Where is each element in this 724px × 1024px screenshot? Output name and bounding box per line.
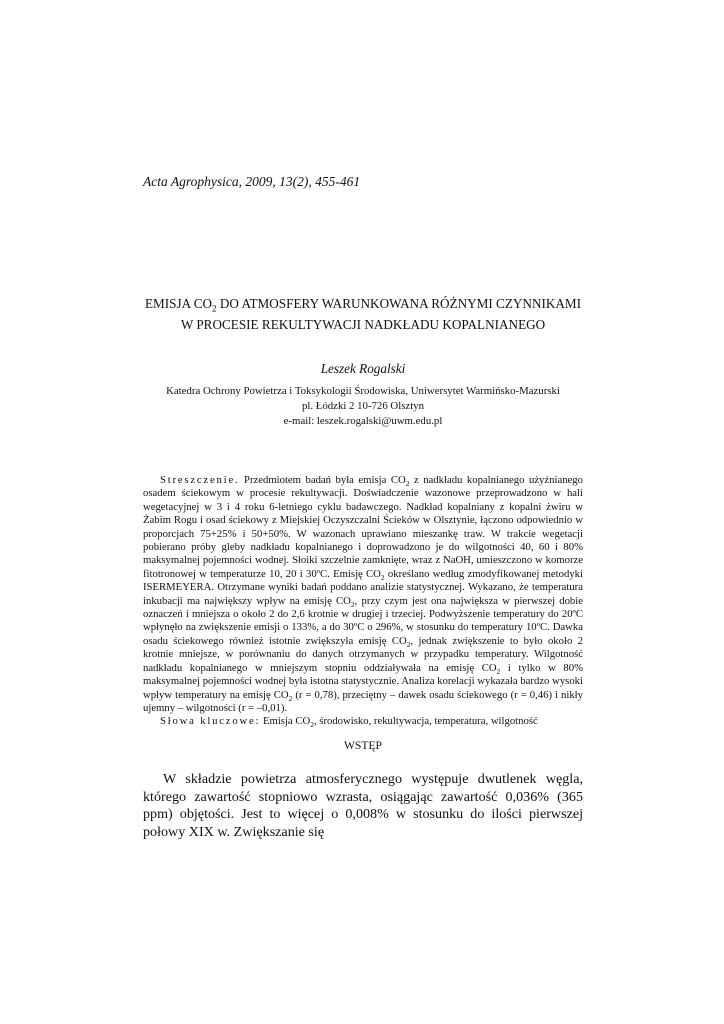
abstract-sub-6: 2 [288, 693, 293, 703]
author-name: Leszek Rogalski [320, 361, 406, 376]
title-part-2: DO ATMOSFERY WARUNKOWANA RÓŻNYMI CZYNNIKAMI W PROCESIE REKULTYWACJI NADKŁADU KOPALNIANEGO [180, 296, 582, 333]
abstract-sub-1: 2 [405, 479, 410, 489]
affiliation-address: pl. Łódzki 2 10-726 Olsztyn [301, 400, 425, 412]
affiliation-email: e-mail: leszek.rogalski@uwm.edu.pl [283, 415, 443, 427]
keywords-label: Słowa kluczowe: [160, 715, 261, 728]
abstract-sub-3: 2 [350, 599, 355, 609]
abstract-text-7: (r = 0,78), przeciętny – dawek osadu ściekowego (r = 0,46) i nikły ujemny – wilgotności (r = –0,01). [143, 688, 583, 714]
abstract-text-3: określano według zmodyfikowanej metodyki ISERMEYERA. Otrzymane wyniki badań poddano analizie statystycznej. Wykazano, że temperatura inkubacji ma największy wpływ na emisję CO [143, 567, 583, 607]
intro-section [143, 771, 583, 842]
keywords-text-2: , środowisko, rekultywacja, temperatura, wilgotność [313, 715, 538, 728]
intro-paragraph: W składzie powietrza atmosferycznego występuje dwutlenek węgla, którego zawartość stopniowo wzrasta, osiągając zawartość 0,036% (365 ppm) objętości. Jest to więcej o 0,008% w stosunku do ilości pierwszej połowy XIX w. Zwiększanie się [143, 771, 583, 841]
abstract-paragraph [143, 474, 583, 715]
keywords-text-1: Emisja CO [260, 715, 311, 728]
title-subscript: 2 [212, 303, 217, 314]
abstract-text-2: z nadkładu kopalnianego użyźnianego osadem ściekowym w procesie rekultywacji. Doświadczenie wazonowe przeprowadzono w hali wegetacyjnej w 3 i 4 roku 6-letniego cyklu badawczego. Nadkład kopalniany z kopalni żwiru w Żabim Rogu i osad ściekowy z Miejskiej Oczyszczalni Ścieków w Olsztynie, łączono odpowiednio w proporcjach 75+25% i 50+50%. W wazonach uprawiano mieszankę traw. W trakcie wegetacji pobierano próby gleby nadkładu kopalnianego i doprowadzono je do wilgotności 40, 60 i 80% maksymalnej pojemności wodnej. Słoiki szczelnie zamknięte, wraz z NaOH, umieszczono w komorze fitotronowej w temperaturze 10, 20 i 30ºC. Emisję CO [143, 474, 583, 580]
abstract-sub-5: 2 [496, 666, 501, 676]
affiliation [143, 384, 583, 429]
section-heading: WSTĘP [343, 739, 382, 752]
title-part-1: EMISJA CO [144, 296, 213, 311]
abstract-text-4: , przy czym jest ona największa w pierwszej dobie oznaczeń i mniejsza o około 2 do 2,6 krotnie w drugiej i trzeciej. Podwyższenie temperatury do 20ºC wpłynęło na zwiększenie emisji o 133%, a do 30ºC o 296%, w stosunku do temperatury 10ºC. Dawka osadu ściekowego również istotnie zwiększyła emisję CO [143, 594, 583, 647]
abstract [143, 474, 583, 729]
abstract-text-1: Przedmiotem badań była emisja CO [239, 474, 406, 486]
abstract-text-6: i tylko w 80% maksymalnej pojemności wodnej była istotna statystycznie. Analiza korelacji wykazała bardzo wysoki wpływ temperatury na emisję CO [143, 661, 583, 701]
abstract-sub-4: 2 [406, 640, 411, 650]
keywords-paragraph [143, 715, 583, 728]
abstract-text-5: , jednak zwiększenie to było około 2 krotnie mniejsze, w porównaniu do danych otrzymanych w przypadku temperatury. Wilgotność nadkładu kopalnianego w mniejszym stopniu oddziaływała na emisję CO [143, 634, 584, 674]
journal-reference: Acta Agrophysica, 2009, 13(2), 455-461 [143, 174, 361, 189]
affiliation-department: Katedra Ochrony Powietrza i Toksykologii Środowiska, Uniwersytet Warmińsko-Mazurski [166, 385, 560, 397]
article-title [143, 296, 583, 334]
abstract-sub-2: 2 [380, 572, 385, 582]
abstract-label: Streszczenie. [160, 474, 240, 486]
keywords-sub: 2 [310, 720, 314, 730]
